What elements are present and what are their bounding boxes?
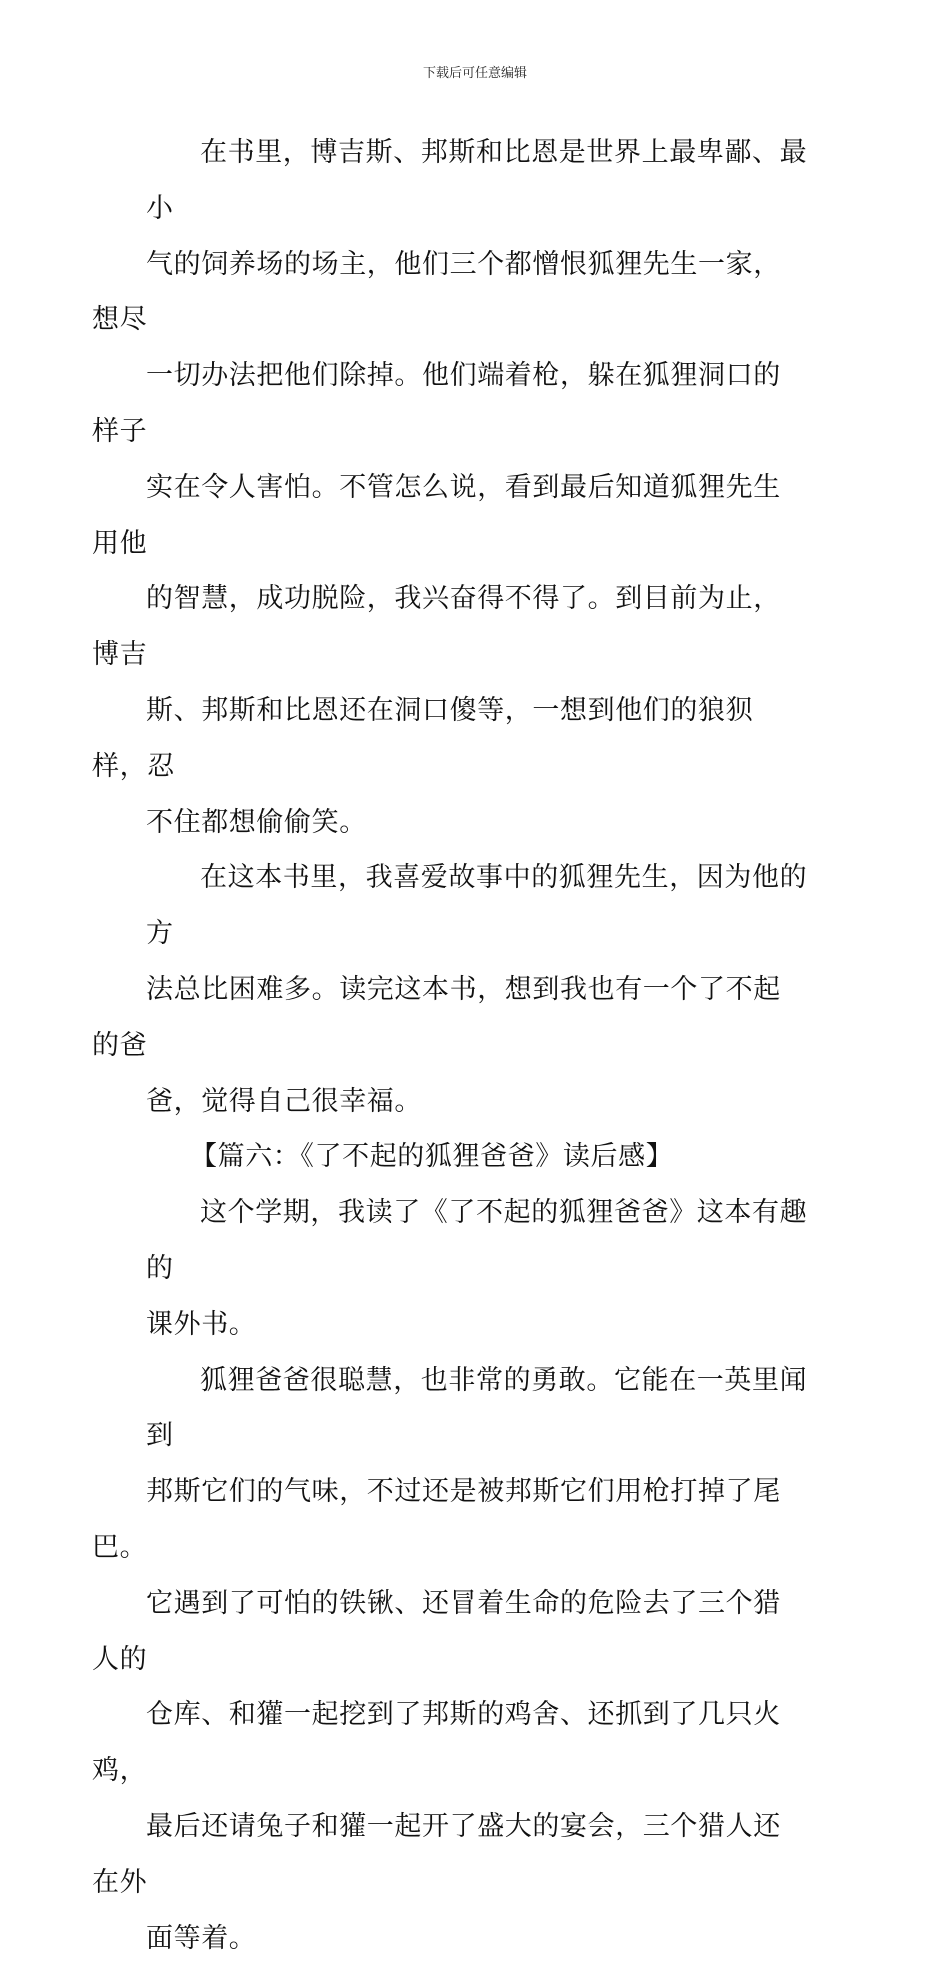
text-line: 这个学期，我读了《了不起的狐狸爸爸》这本有趣的 (146, 1185, 808, 1297)
text-line: 狐狸爸爸很聪慧，也非常的勇敢。它能在一英里闻到 (146, 1353, 808, 1465)
text-line: 面等着。 (92, 1911, 808, 1966)
text-line: 在书里，博吉斯、邦斯和比恩是世界上最卑鄙、最小 (146, 125, 808, 237)
text-line: 课外书。 (92, 1297, 808, 1353)
paragraph (146, 125, 808, 850)
text-line: 仓库、和獾一起挖到了邦斯的鸡舍、还抓到了几只火鸡， (92, 1687, 808, 1799)
text-line: 它遇到了可怕的铁锹、还冒着生命的危险去了三个猎人的 (92, 1576, 808, 1688)
text-line: 爸，觉得自己很幸福。 (92, 1074, 808, 1130)
text-line: 的智慧，成功脱险，我兴奋得不得了。到目前为止，博吉 (92, 571, 808, 683)
text-line: 邦斯它们的气味，不过还是被邦斯它们用枪打掉了尾巴。 (92, 1464, 808, 1576)
section-heading: 【篇六：《了不起的狐狸爸爸》读后感】 (146, 1129, 808, 1185)
paragraph (146, 850, 808, 1129)
text-line: 最后还请兔子和獾一起开了盛大的宴会，三个猎人还在外 (92, 1799, 808, 1911)
page-header: 下载后可任意编辑 (0, 66, 950, 82)
text-line: 法总比困难多。读完这本书，想到我也有一个了不起的爸 (92, 962, 808, 1074)
text-line: 不住都想偷偷笑。 (92, 795, 808, 851)
text-line: 斯、邦斯和比恩还在洞口傻等，一想到他们的狼狈样，忍 (92, 683, 808, 795)
text-line: 气的饲养场的场主，他们三个都憎恨狐狸先生一家，想尽 (92, 237, 808, 349)
text-line: 一切办法把他们除掉。他们端着枪，躲在狐狸洞口的样子 (92, 348, 808, 460)
document-body (146, 125, 808, 1966)
paragraph (146, 1353, 808, 1966)
text-line: 在这本书里，我喜爱故事中的狐狸先生，因为他的方 (146, 850, 808, 962)
text-line: 实在令人害怕。不管怎么说，看到最后知道狐狸先生用他 (92, 460, 808, 572)
paragraph (146, 1185, 808, 1352)
